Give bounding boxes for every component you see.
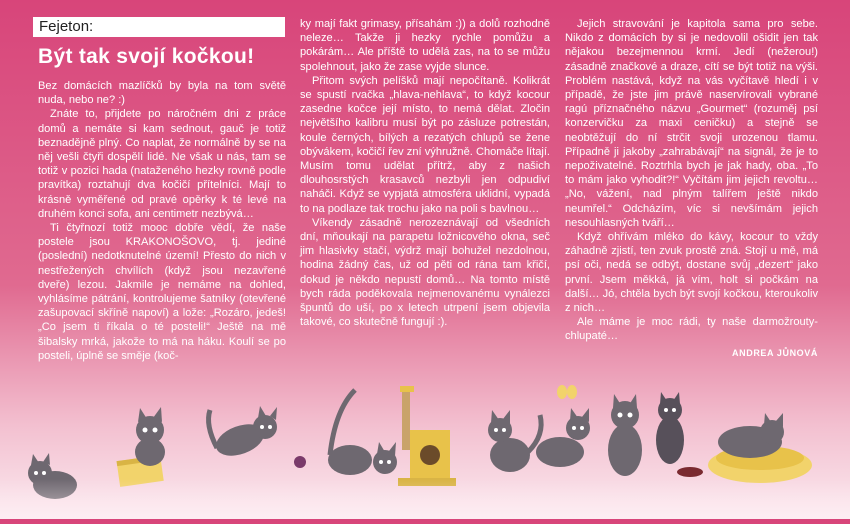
cat-icon <box>209 406 277 462</box>
cat-icon <box>135 407 165 466</box>
cat-icon <box>328 390 397 475</box>
paragraph: Víkendy zásadně nerozeznávají od všedních dní, mňoukají na parapetu ložnicového okna, seč jim hlasivky stačí, výdrž mají bohužel nezdolnou, hodina žádný čas, už od pěti od rána tam křičí, dokud je někdo nepustí domů… Na tomto místě bych ráda poděkovala nejmenovanému vynálezci špuntů do uší, po x letech utrpení jsem objevila takové, co skutečně fungují :). <box>300 216 550 329</box>
cat-icon <box>536 408 590 467</box>
food-bowl-icon <box>677 467 703 477</box>
author-byline: ANDREA JŮNOVÁ <box>732 347 818 358</box>
cat-icon <box>488 410 541 472</box>
paragraph: Jejich stravování je kapitola sama pro sebe. Nikdo z domácích by si je nedovolil ošidit jen tak nějakou bezejmennou krmí. Jedí (nežerou!) zásadně značkové a draze, cítí se být totiž na výši. Problém nastává, když na vás vyčítavě hledí i v případě, že jste jim právě naservírovali vybrané ragú příznačného názvu „Gourmet“ (rozuměj psí konzervičku za maxi ceničku) a stejně se neobtěžují do ní strčit svoji urozenou tlamu. Případně ji jakoby „zahrabávají“ na signál, že je to nepoživatelné. Roztrhla bych je jak hady, oba. „To to mám jako vyhodit?!“ Vyčítám jim jejich revoltu… „No, vážení, nad plným talířem ještě nikdo neumřel.“ Odcházím, víc si nevšímám jejich nesouhlasných tváří… <box>565 18 818 229</box>
paragraph: Bez domácích mazlíčků by byla na tom světě nuda, nebo ne? :) <box>38 80 286 107</box>
butterfly-icon <box>557 385 577 399</box>
scratching-post-icon <box>398 386 456 486</box>
paragraph: Když ohřívám mléko do kávy, kocour to vždy záhadně zjistí, ten zvuk prostě zná. Stojí u mě, má psí oči, nedá se odbýt, dostane svůj „dezert“ jako první. Jsem měkká, já vím, holt si počkám na další… Jó, chtěla bych být svojí kočkou, kteroukoliv z nich… <box>565 231 818 315</box>
paragraph: Přitom svých pelíšků mají nepočítaně. Kolikrát se spustí rvačka „hlava-nehlava“, to když kocour zasedne kočce její místo, to nemá dělat. Zločin největšího kalibru musí být po zásluze potrestán, koule černých, bílých a rezatých chlupů se žene obývákem, kočičí řev zní výhružně. Chomáče lítají. Musím tomu udělat přítrž, aby z našich dlouhosrstých krasavců nezbyli jen odpudiví naháči. Když se vypjatá atmosféra uklidní, vypadá to na podlaze tak trochu jako na poli s bavlnou… <box>300 74 550 215</box>
cats-illustration <box>0 370 850 519</box>
floor-gradient <box>0 479 850 519</box>
paragraph: ky mají fakt grimasy, přísahám :)) a dolů rozhodně neleze… Takže ji hezky rychle pomůžu a pokárám… Ale příště to udělá zas, na to se můžu spolehnout, jako že zase vyjde slunce. <box>300 18 550 73</box>
cat-icon <box>608 394 642 476</box>
article-column-2 <box>300 17 550 329</box>
section-label: Fejeton: <box>33 17 285 37</box>
paragraph: Znáte to, přijdete po náročném dni z práce domů a nemáte si kam sednout, gauč je totiž beznadějně plný. Co naplat, že normálně by se na něj vešli čtyři dospělí lidé. Ne však u nás, tam se totiž v pozici hada (nataženého hezky rovně podle pravítka) roztahují dva kočičí přítelníci. Mají to krásně vyměřené od pravé opěrky k té levé na druhém konci sofa, ani centimetr nezbývá… <box>38 108 286 220</box>
article-column-3 <box>565 17 818 360</box>
paragraph: Ti čtyřnozí totiž mooc dobře vědí, že naše postele jsou KRAKONOŠOVO, tj. jediné (poslední) nedotknutelné území! Přesto do nich v nestřežených chvílích (když jsou nezavřené dveře) lezou. Jakmile je nemáme na dohled, vyhlásíme pátrání, kontrolujeme šatníky (otevřené zašupovací skříně napoví) a lože: „Rozáro, jedeš! „Co jsem ti říkala o té posteli!“ Ještě na mě šibalsky mrká, jakože to má na háku. Koulí se po posteli, úplně se směje (koč- <box>38 222 286 362</box>
cat-icon <box>718 413 784 458</box>
cat-icon <box>656 392 684 464</box>
article-title: Být tak svojí kočkou! <box>38 45 255 68</box>
article-column-1 <box>38 79 286 363</box>
paragraph: Ale máme je moc rádi, ty naše darmožrouty-chlupaté… <box>565 316 818 343</box>
yarn-ball-icon <box>294 456 306 468</box>
